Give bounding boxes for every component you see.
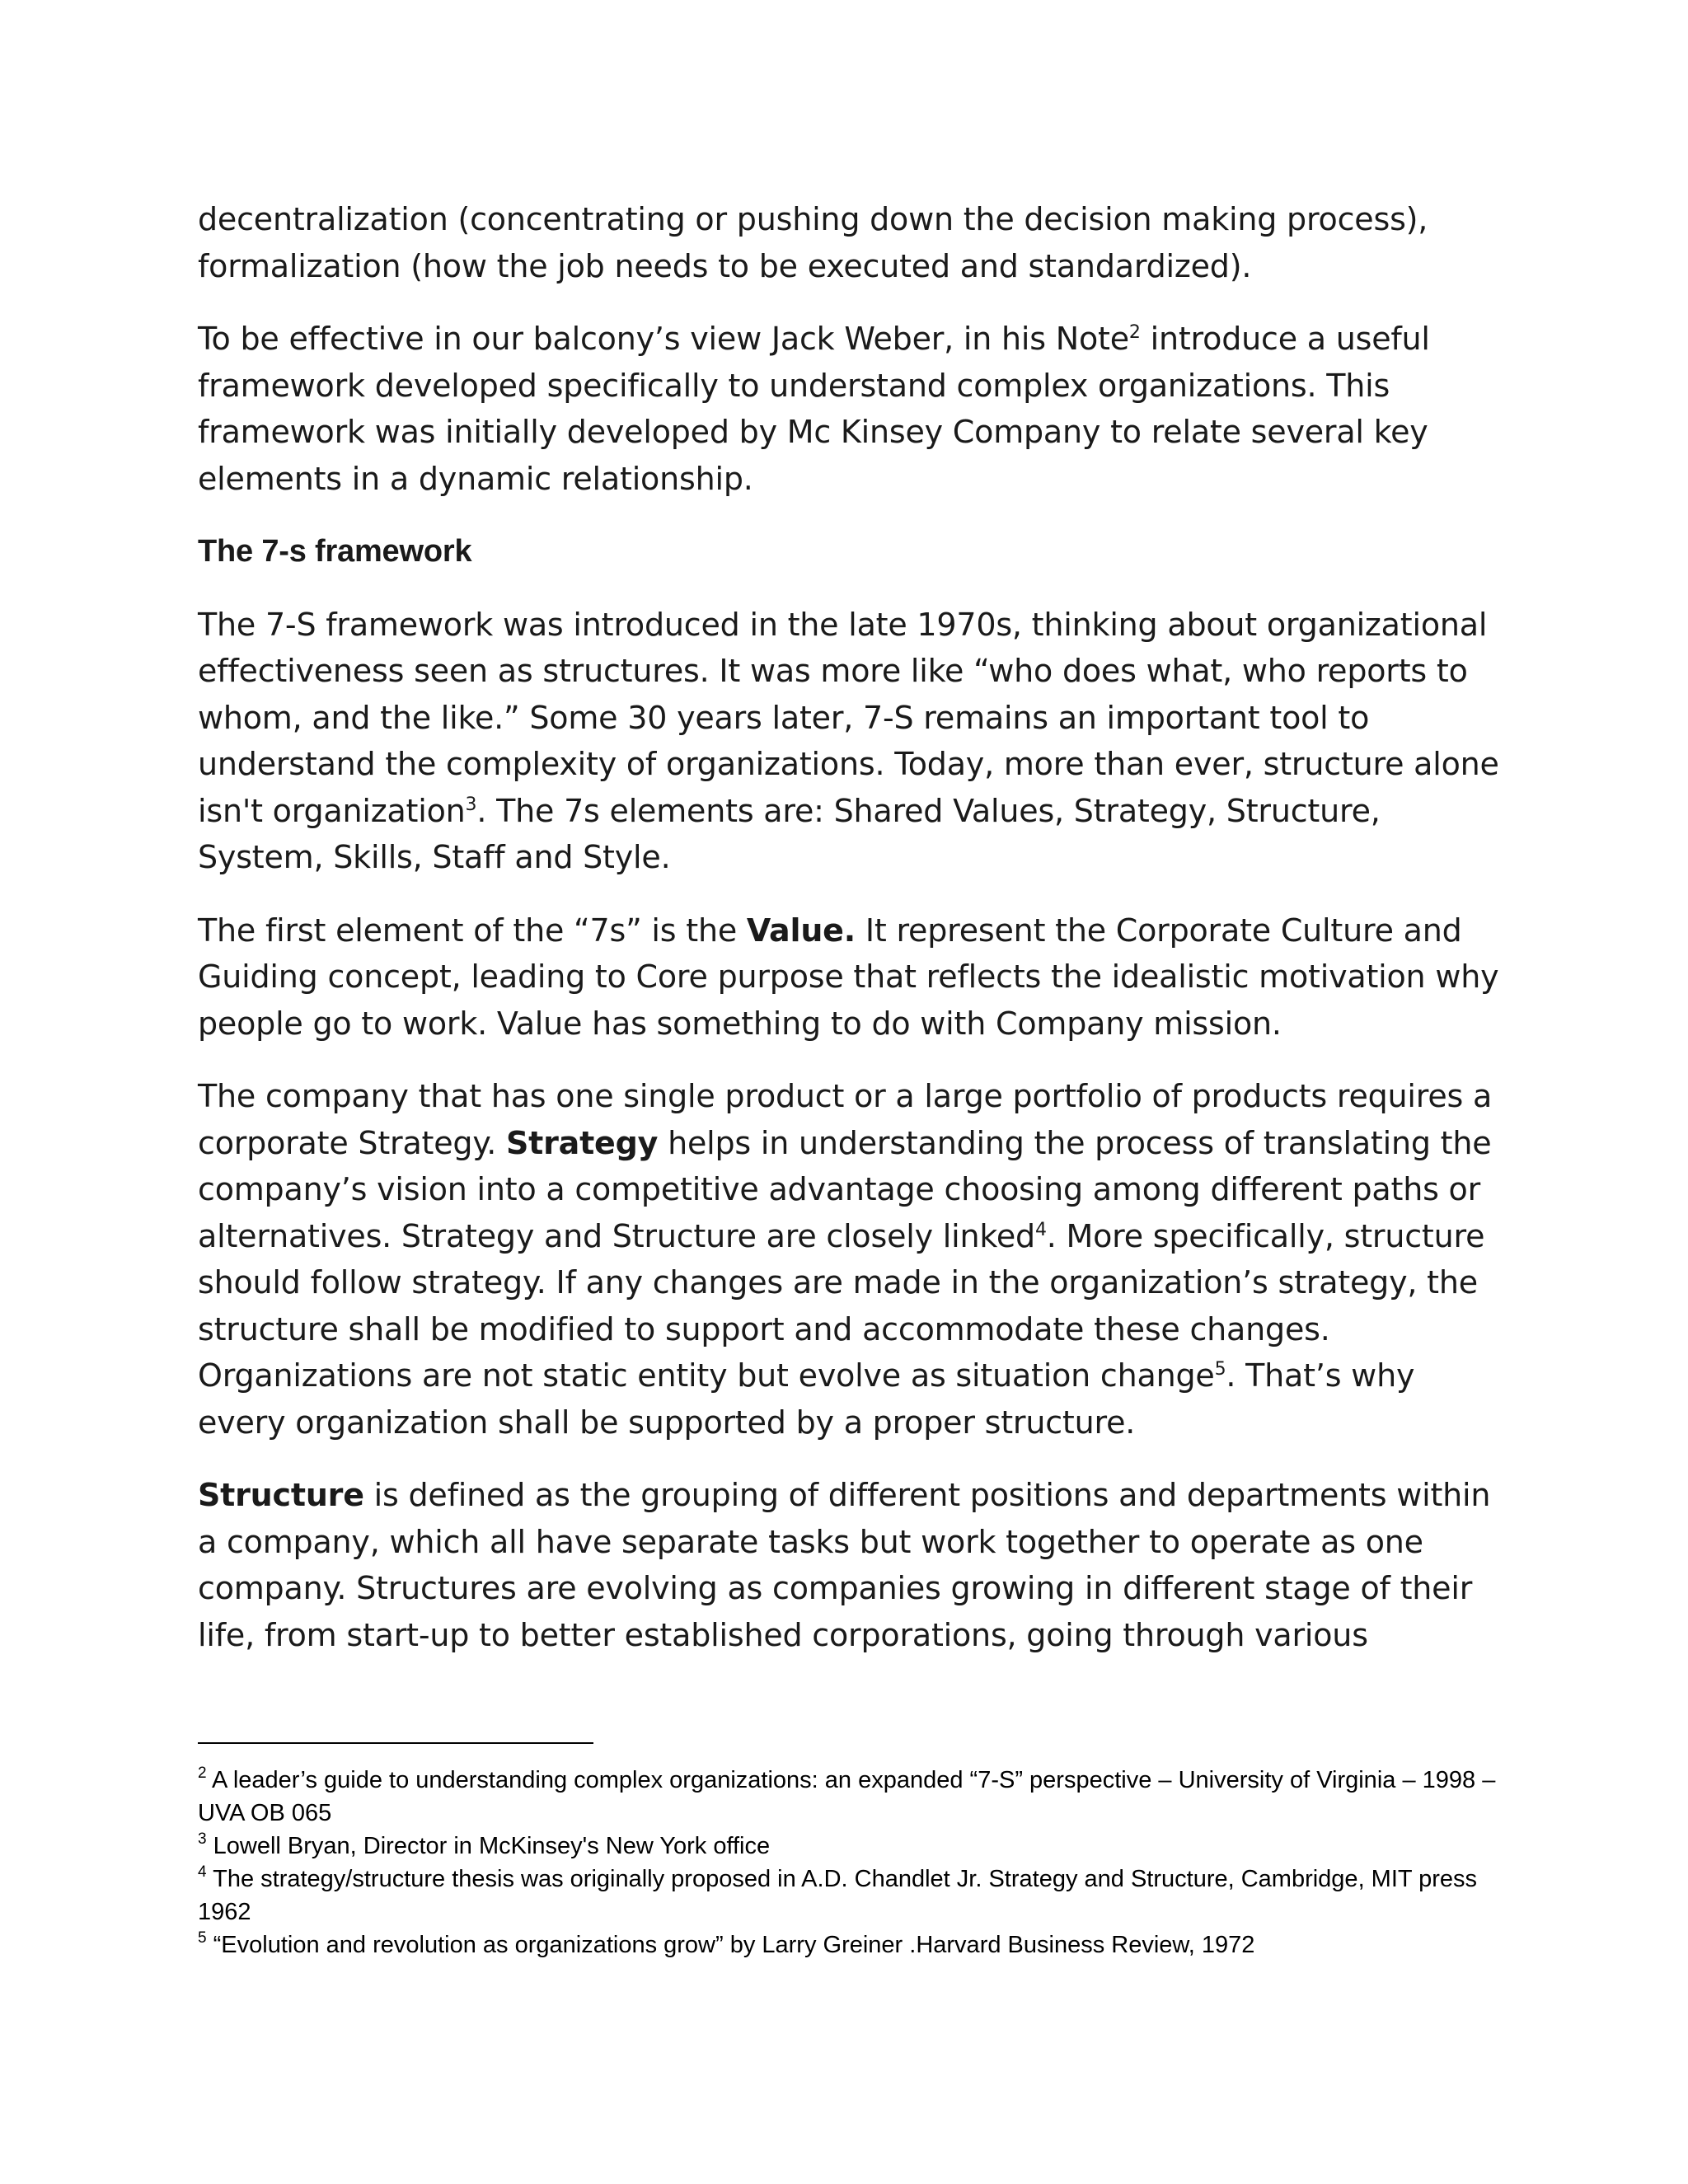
footnote-separator (198, 1742, 593, 1744)
section-heading: The 7-s framework (198, 534, 472, 569)
paragraph-text: decentralization (concentrating or pushing down the decision making process), formalization (how the job needs to be executed and standardized). (198, 201, 1428, 284)
paragraph-text: . The 7s elements are: Shared Values, Strategy, Structure, System, Skills, Staff and Style. (198, 792, 1381, 875)
paragraph-text: . More specifically, structure should follow strategy. If any changes are made in the organization’s strategy, the structure shall be modified to support and accommodate these changes. Organizations are not static entity but evolve as situation change (198, 1217, 1485, 1394)
footnote-2 (198, 1764, 1500, 1830)
paragraph-text: is defined as the grouping of different positions and departments within a company, which all have separate tasks but work together to operate as one company. Structures are evolving as companies growing in different stage of their life, from start-up to better established corporations, going through various (198, 1477, 1491, 1653)
footnote-5 (198, 1929, 1500, 1961)
footnote-text: A leader’s guide to understanding complex organizations: an expanded “7-S” perspective – University of Virginia – 1998 – UVA OB 065 (198, 1767, 1496, 1826)
body-text (198, 196, 1500, 1685)
footnote-number: 4 (198, 1863, 207, 1881)
paragraph-strategy (198, 1073, 1500, 1446)
paragraph-text: To be effective in our balcony’s view Jack Weber, in his Note (198, 321, 1129, 357)
paragraph-text: It represent the Corporate Culture and Guiding concept, leading to Core purpose that reflects the idealistic motivation why people go to work. Value has something to do with Company mission. (198, 912, 1499, 1042)
bold-term-strategy: Strategy (505, 1124, 659, 1161)
paragraph-text: helps in understanding the process of translating the company’s vision into a competitive advantage choosing among different paths or alternatives. Strategy and Structure are closely linked (198, 1124, 1492, 1254)
footnote-number: 5 (198, 1929, 207, 1947)
footnote-number: 2 (198, 1765, 207, 1782)
paragraph-7s-intro (198, 602, 1500, 881)
paragraph-text: . That’s why every organization shall be supported by a proper structure. (198, 1357, 1415, 1441)
paragraph-value (198, 907, 1500, 1047)
footnotes (198, 1764, 1500, 1961)
bold-term-value: Value. (746, 912, 856, 949)
paragraph-structure (198, 1472, 1500, 1658)
footnote-4 (198, 1863, 1500, 1929)
paragraph-jack-weber (198, 316, 1500, 502)
footnote-text: Lowell Bryan, Director in McKinsey's New York office (206, 1833, 771, 1859)
bold-term-structure: Structure (198, 1477, 364, 1513)
footnote-ref-2[interactable]: 2 (1128, 322, 1141, 343)
footnote-number: 3 (198, 1830, 207, 1848)
paragraph-text: The first element of the “7s” is the (198, 912, 747, 949)
footnote-3 (198, 1830, 1500, 1863)
footnote-ref-5[interactable]: 5 (1214, 1359, 1226, 1380)
footnote-text: “Evolution and revolution as organizations grow” by Larry Greiner .Harvard Business Review, 1972 (206, 1932, 1255, 1958)
footnote-ref-3[interactable]: 3 (465, 794, 477, 815)
paragraph-text: The 7-S framework was introduced in the late 1970s, thinking about organizational effectiveness seen as structures. It was more like “who does what, who reports to whom, and the like.” Some 30 years later, 7-S remains an important tool to understand the complexity of organizations. Today, more than ever, structure alone isn't organization (198, 606, 1499, 829)
paragraph-text: The company that has one single product or a large portfolio of products requires a corporate Strategy. (198, 1078, 1493, 1161)
footnote-text: The strategy/structure thesis was originally proposed in A.D. Chandlet Jr. Strategy and Structure, Cambridge, MIT press 1962 (198, 1866, 1478, 1925)
footnote-ref-4[interactable]: 4 (1034, 1219, 1047, 1240)
paragraph-decentralization (198, 196, 1500, 289)
paragraph-text: introduce a useful framework developed specifically to understand complex organizations. This framework was initially developed by Mc Kinsey Company to relate several key elements in a dynamic relationship. (198, 321, 1430, 497)
